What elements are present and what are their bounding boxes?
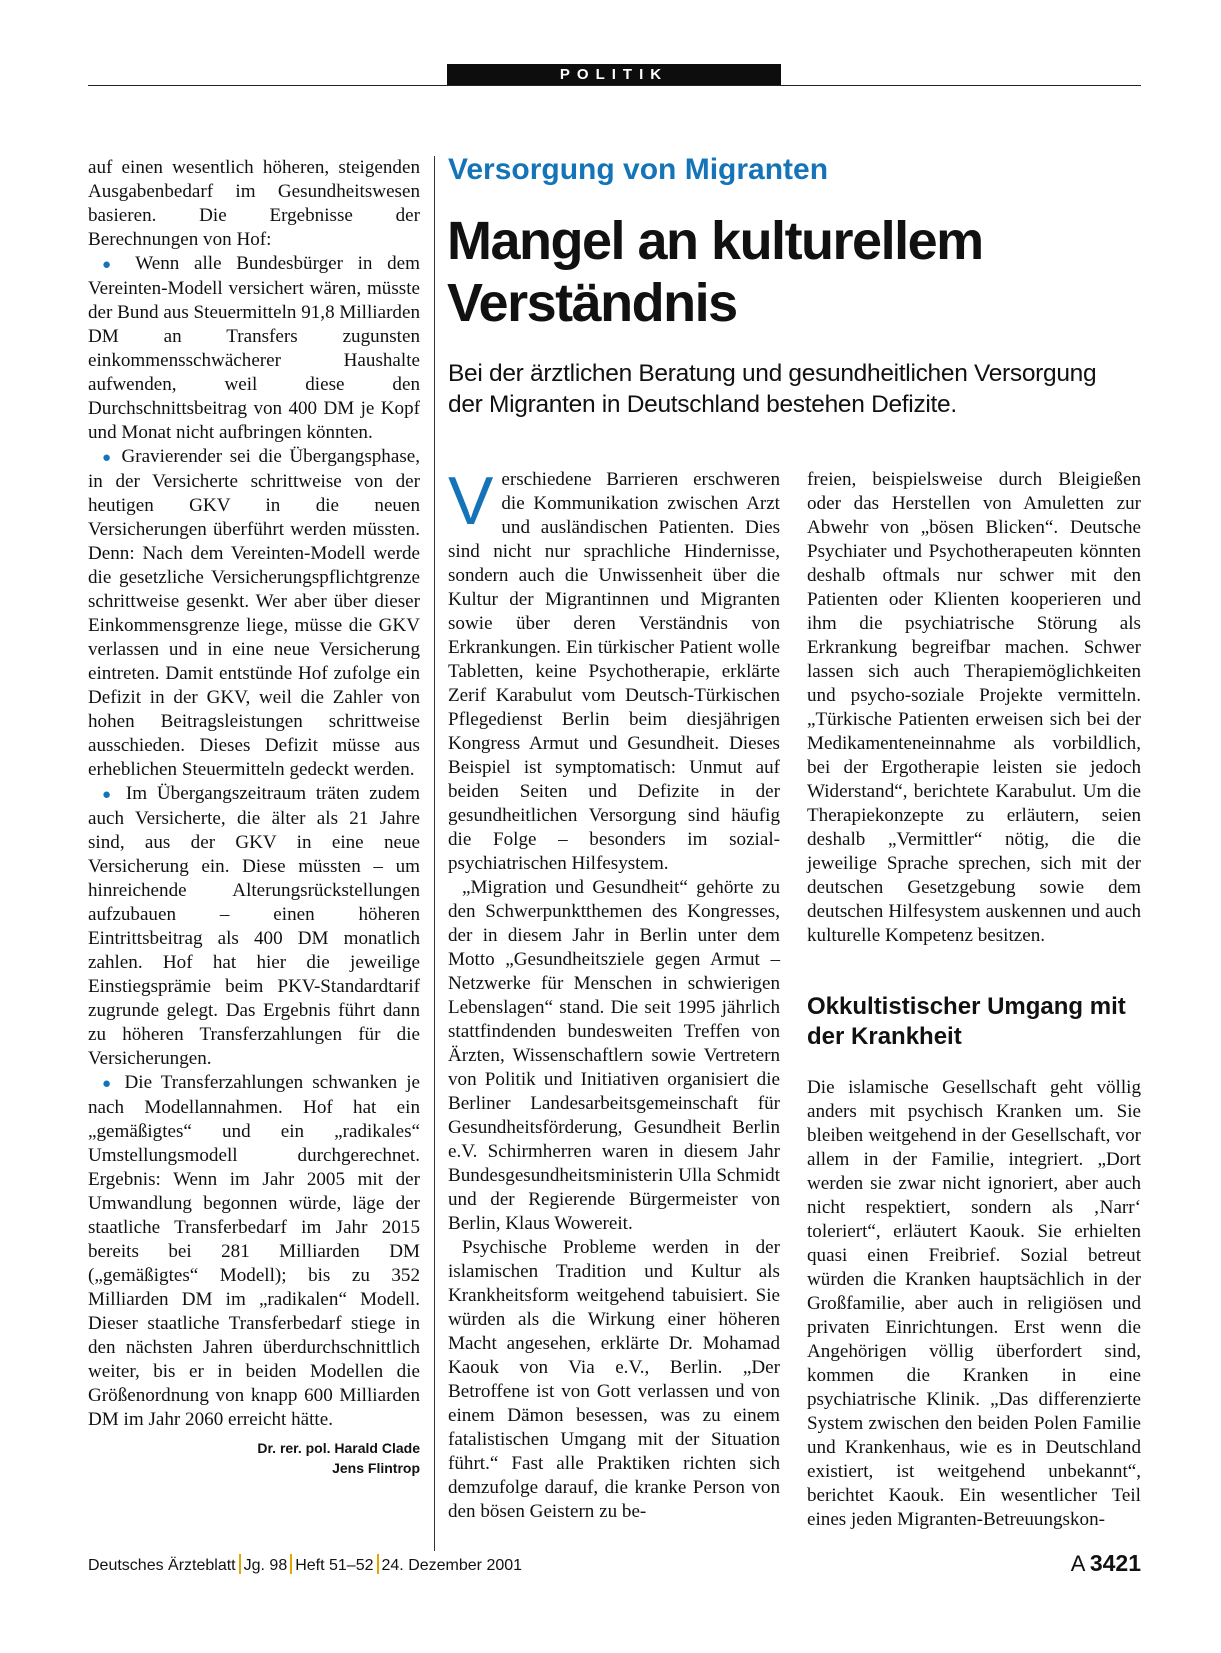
bullet-icon: ● [102,257,121,273]
column-divider [434,460,435,1551]
article-column-2 [807,468,1141,1532]
journal-issue: Heft 51–52 [295,1557,374,1574]
header-rule [88,85,1141,86]
author-name-2: Jens Flintrop [332,1460,420,1476]
page-number-block [1071,1550,1141,1577]
bullet-icon: ● [102,450,114,466]
page-prefix: A [1070,1551,1086,1576]
bullet-text-1: Wenn alle Bundesbürger in dem Vereinten-Modell versichert wären, müsste der Bund aus Steuermitteln 91,8 Milliarden DM an Transfers zugunsten einkommensschwächerer Haushalte aufwenden, weil diese den Durchschnittsbeitrag von 400 DM je Kopf und Monat nicht aufbringen könnten. [88,253,420,443]
bullet-paragraph-4 [88,1071,420,1432]
bullet-text-3: Im Übergangszeitraum träten zudem auch Versicherte, die älter als 21 Jahre sind, aus der GKV in eine neue Versicherung ein. Diese müssten – um hinreichende Alterungsrückstellungen aufzubauen – einen höheren Eintrittsbeitrag als 400 DM monatlich zahlen. Hof hat hier die jeweilige Einstiegsprämie beim PKV-Standardtarif zugrunde gelegt. Das Ergebnis führt dann zu höheren Transferzahlungen für die Versicherungen. [88,783,420,1069]
bullet-text-4: Die Transferzahlungen schwanken je nach Modellannahmen. Hof hat ein „gemäßigtes“ und ein „radikales“ Umstellungsmodell durchgerechnet. Ergebnis: Wenn im Jahr 2005 mit der Umwandlung begonnen würde, läge der staatliche Transferbedarf im Jahr 2015 bereits bei 281 Milliarden DM („gemäßigtes“ Modell); bis zu 352 Milliarden DM im „radikalen“ Modell. Dieser staatliche Transferbedarf stiege in den nächsten Jahren überdurchschnittlich weiter, bis er in beiden Modellen die Größenordnung von knapp 600 Milliarden DM im Jahr 2060 erreicht hätte. [88,1072,420,1430]
deck-line-1: Bei der ärztlichen Beratung und gesundheitlichen Versorgung [448,360,1097,387]
journal-name: Deutsches Ärzteblatt [88,1557,236,1574]
page-footer [88,1554,522,1577]
bullet-paragraph-2 [88,445,420,782]
article-deck [448,358,1148,420]
article-headline [447,210,1147,334]
bullet-text-2: Gravierender sei die Übergangsphase, in der Versicherte schrittweise von der heutigen GKV in die neuen Versicherungen überführt werden müssten. Denn: Nach dem Vereinten-Modell werde die gesetzliche Versicherungspflichtgrenze schrittweise gesenkt. Wer aber über dieser Einkommensgrenze liege, müsse die GKV verlassen und in eine neue Versicherung eintreten. Damit entstünde Hof zufolge ein Defizit in der GKV, weil die Zahler von hohen Beitragsleistungen schrittweise ausschieden. Dieses Defizit müsse aus erheblichen Steuermitteln gedeckt werden. [88,446,421,780]
deck-line-2: der Migranten in Deutschland bestehen Defizite. [448,391,957,418]
journal-volume: Jg. 98 [243,1557,288,1574]
article-paragraph-1 [448,463,780,876]
bullet-paragraph-1 [88,252,420,445]
section-header [447,64,781,86]
article-paragraph-2: „Migration und Gesundheit“ gehörte zu den Schwerpunktthemen des Kongresses, der in diesem Jahr in Berlin unter dem Motto „Gesundheitsziele gegen Armut – Netzwerke für Menschen in schwierigen Lebenslagen“ stand. Die seit 1995 jährlich stattfindenden bundesweiten Treffen von Ärzten, Wissenschaftlern sowie Vertretern von Politik und Initiativen organisiert die Berliner Landesarbeitsgemeinschaft für Gesundheitsförderung, Gesundheit Berlin e.V. Schirmherren waren in diesem Jahr Bundesgesundheitsministerin Ulla Schmidt und der Regierende Bürgermeister von Berlin, Klaus Wowereit. [448,877,780,1234]
headline-line-2: Verständnis [447,273,737,333]
article-paragraph-5: Die islamische Gesellschaft geht völlig anders mit psychisch Kranken um. Sie bleiben weitgehend in der Gesellschaft, vor allem in der Familie, integriert. „Dort werden sie zwar nicht ignoriert, aber auch nicht respektiert, sondern als ‚Narr‘ toleriert“, erläutert Kaouk. Sie erhielten quasi einen Freibrief. Sozial betreut würden die Kranken hauptsächlich in der Großfamilie, aber auch in religiösen und privaten Einrichtungen. Erst wenn die Angehörigen völlig überfordert sind, kommen die Kranken in eine psychiatrische Klinik. „Das differenzierte System zwischen den beiden Polen Familie und Krankenhaus, wie es in Deutschland existiert, ist weitgehend unbekannt“, berichtet Kaouk. Ein wesentlicher Teil eines jeden Migranten-Betreuungskon- [807,1077,1141,1530]
footer-separator [239,1554,241,1574]
paragraph-1-text: erschiedene Barrieren erschweren die Kommunikation zwischen Arzt und ausländischen Patienten. Dies sind nicht nur sprachliche Hindernisse, sondern auch die Unwissenheit über die Kultur der Migrantinnen und Migranten sowie über deren Verständnis von Erkrankungen. Ein türkischer Patient wolle Tabletten, keine Psychotherapie, erklärte Zerif Karabulut vom Deutsch-Türkischen Pflegedienst Berlin beim diesjährigen Kongress Armut und Gesundheit. Dieses Beispiel ist symptomatisch: Unmut auf beiden Seiten und Defizite in der gesundheitlichen Versorgung sind häufig die Folge – besonders im sozial-psychiatrischen Hilfesystem. [448,469,780,874]
previous-article-column [88,156,420,1478]
bullet-icon: ● [102,787,117,803]
drop-cap: V [448,463,494,539]
article-kicker: Versorgung von Migranten [448,153,829,186]
article-paragraph-3: Psychische Probleme werden in der islamischen Tradition und Kultur als Krankheitsform weitgehend tabuisiert. Sie würden als die Wirkung einer höheren Macht angesehen, erklärte Dr. Mohamad Kaouk von Via e.V., Berlin. „Der Betroffene ist von Gott verlassen und von einem Dämon besessen, was zu einem fatalistischen Umgang mit der Situation führt.“ Fast alle Praktiken richten sich demzufolge darauf, die kranke Person von den bösen Geistern zu be- [448,1237,780,1522]
issue-date: 24. Dezember 2001 [381,1557,523,1574]
author-name-1: Dr. rer. pol. Harald Clade [257,1440,420,1456]
footer-separator [377,1554,379,1574]
article-subhead: Okkultistischer Umgang mit der Krankheit [807,993,1126,1050]
footer-separator [290,1554,292,1574]
article-paragraph-4: freien, beispielsweise durch Bleigießen oder das Herstellen von Amuletten zur Abwehr von „bösen Blicken“. Deutsche Psychiater und Psychotherapeuten könnten deshalb oftmals nur schwer mit den Patienten oder Klienten kooperieren und ihm die psychiatrische Störung als Erkrankung begreifbar machen. Schwer lassen sich auch Therapiemöglichkeiten und psycho-soziale Projekte vermitteln. „Türkische Patienten erweisen sich bei der Medikamenteneinnahme als vorbildlich, bei der Ergotherapie leisten sie jedoch Widerstand“, berichtete Karabulut. Um die Therapiekonzepte zu erläutern, seien deshalb „Vermittler“ nötig, die die jeweilige Sprache sprechen, sich mit der deutschen Gesetzgebung sowie dem deutschen Hilfesystem auskennen und auch kulturelle Kompetenz besitzen. [807,469,1141,946]
bullet-paragraph-3 [88,782,420,1071]
section-label: POLITIK [559,66,669,83]
article-column-1 [448,463,780,1524]
page-number: 3421 [1089,1550,1141,1576]
previous-article-intro: auf einen wesentlich höheren, steigenden Ausgabenbedarf im Gesundheitswesen basieren. Die Ergebnisse der Berechnungen von Hof: [88,157,420,250]
headline-line-1: Mangel an kulturellem [447,211,983,271]
bullet-icon: ● [102,1076,116,1092]
